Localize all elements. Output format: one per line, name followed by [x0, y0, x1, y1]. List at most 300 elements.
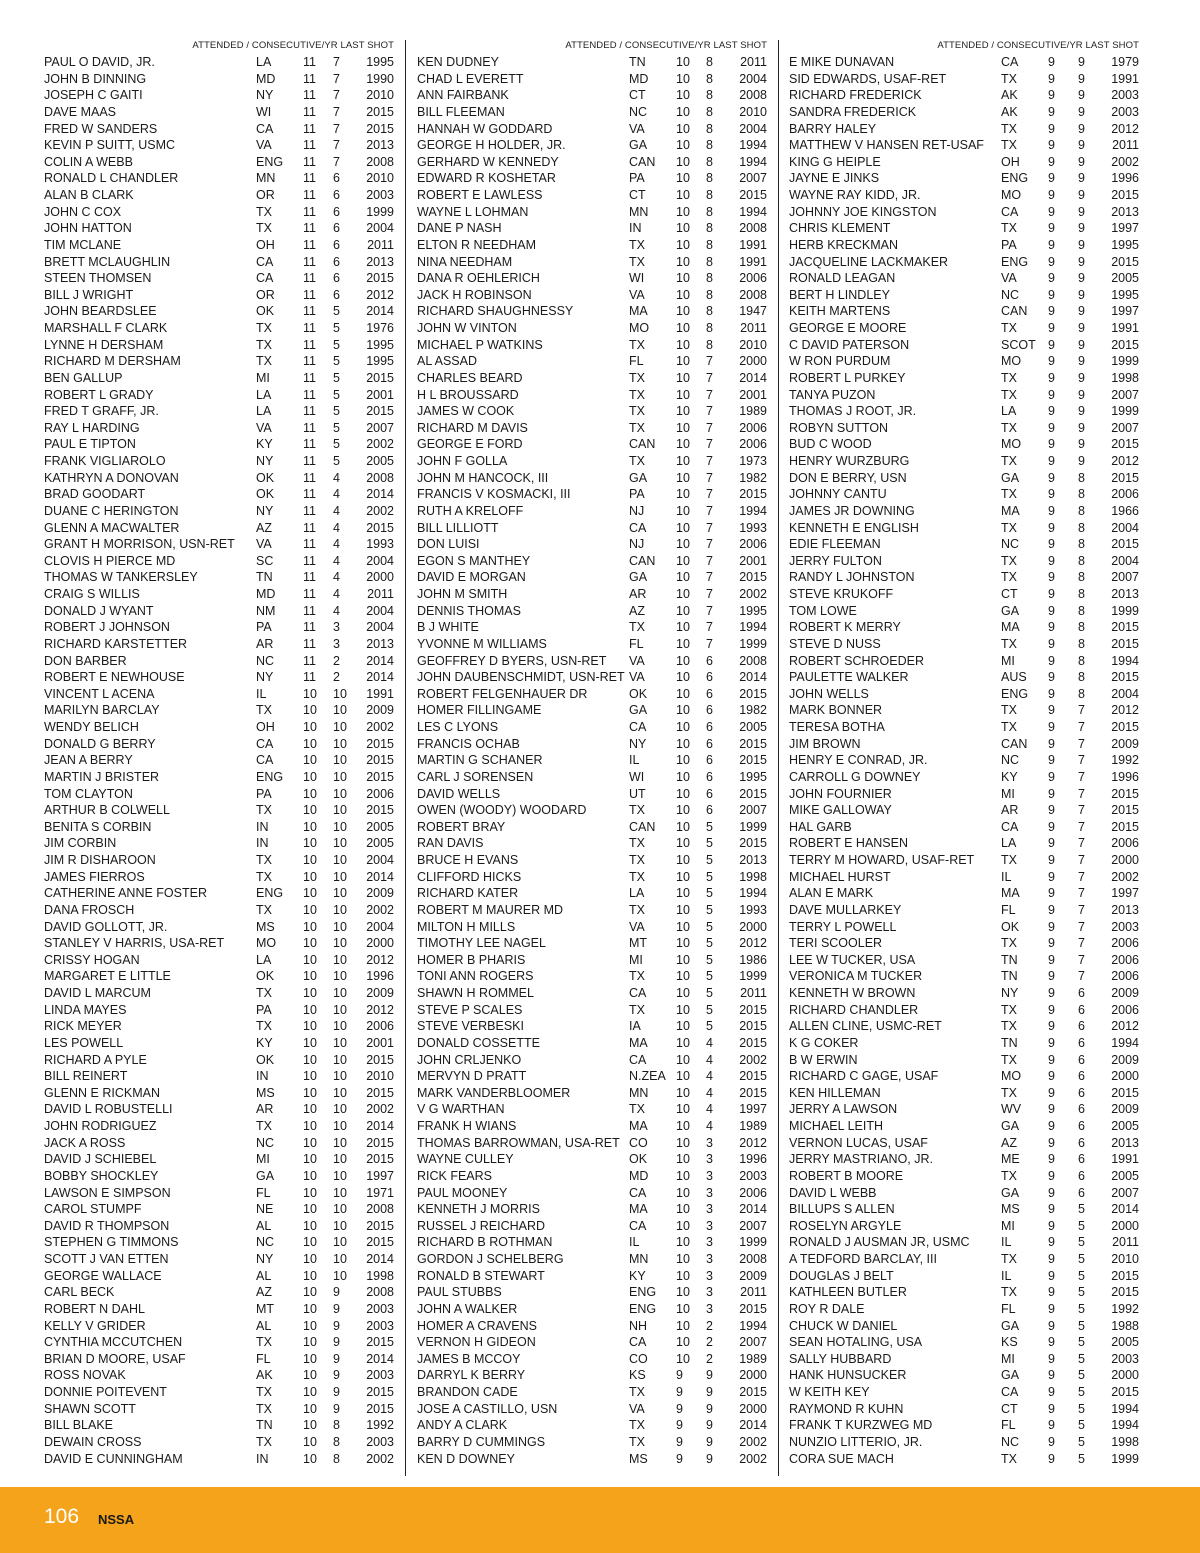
state-code: CA [1001, 1385, 1019, 1399]
shooter-name: E MIKE DUNAVAN [789, 55, 895, 69]
consecutive-count: 5 [1078, 1368, 1085, 1383]
table-row [789, 287, 1139, 304]
table-row [417, 1251, 767, 1268]
table-row [44, 1451, 394, 1468]
shooter-name: LAWSON E SIMPSON [44, 1185, 171, 1200]
consecutive-count: 7 [1078, 919, 1085, 934]
shooter-name: JIM CORBIN [44, 836, 117, 851]
table-row [44, 852, 394, 869]
state-code: WV [1001, 1102, 1022, 1117]
shooter-name: JACK A ROSS [44, 1135, 126, 1150]
shooter-name: MATTHEW V HANSEN RET-USAF [789, 138, 984, 153]
last-shot-year: 2005 [366, 819, 394, 834]
state-code: PA [1001, 237, 1017, 252]
attended-count: 9 [1048, 1168, 1055, 1183]
table-row [417, 636, 767, 653]
shooter-name: MARGARET E LITTLE [44, 969, 171, 984]
consecutive-count: 7 [1078, 836, 1085, 851]
consecutive-count: 8 [706, 237, 713, 252]
table-row [44, 154, 394, 171]
consecutive-count: 6 [1078, 1035, 1085, 1050]
table-row [789, 1052, 1139, 1069]
attended-count: 10 [303, 1301, 317, 1316]
consecutive-count: 7 [706, 520, 713, 535]
last-shot-year: 1994 [739, 1318, 767, 1333]
state-code: GA [1001, 1318, 1020, 1333]
state-code: TX [1001, 1168, 1017, 1183]
attended-count: 9 [676, 1451, 683, 1466]
attended-count: 10 [303, 1385, 317, 1399]
last-shot-year: 2015 [1111, 254, 1139, 269]
table-row [789, 968, 1139, 985]
shooter-name: DONNIE POITEVENT [44, 1385, 167, 1399]
state-code: ENG [629, 1285, 657, 1300]
table-row [417, 1284, 767, 1301]
state-code: PA [256, 786, 272, 801]
shooter-name: DANA R OEHLERICH [417, 271, 540, 286]
last-shot-year: 2007 [1111, 570, 1139, 585]
attended-count: 9 [1048, 670, 1055, 685]
state-code: TX [1001, 703, 1017, 718]
table-row [44, 553, 394, 570]
attended-count: 10 [676, 686, 690, 701]
attended-count: 9 [1048, 138, 1055, 153]
last-shot-year: 1971 [366, 1185, 394, 1200]
attended-count: 9 [1048, 1335, 1055, 1350]
consecutive-count: 10 [333, 1102, 347, 1117]
last-shot-year: 2007 [739, 1335, 767, 1350]
consecutive-count: 7 [333, 138, 340, 153]
consecutive-count: 9 [1078, 370, 1085, 385]
attended-count: 10 [303, 803, 317, 818]
shooter-name: RICHARD FREDERICK [789, 88, 922, 103]
last-shot-year: 2015 [739, 786, 767, 801]
attended-count: 10 [676, 188, 690, 202]
table-row [789, 553, 1139, 570]
table-row [789, 636, 1139, 653]
last-shot-year: 2009 [366, 703, 394, 718]
attended-count: 10 [676, 1335, 690, 1350]
table-row [789, 503, 1139, 520]
consecutive-count: 9 [706, 1434, 713, 1449]
table-row [417, 1351, 767, 1368]
shooter-name: KENNETH W BROWN [789, 986, 916, 1000]
consecutive-count: 4 [706, 1052, 713, 1067]
attended-count: 10 [676, 753, 690, 768]
last-shot-year: 2015 [366, 520, 394, 535]
shooter-name: ROBERT L GRADY [44, 387, 154, 402]
state-code: TX [1001, 1451, 1017, 1466]
consecutive-count: 9 [706, 1368, 713, 1383]
consecutive-count: 6 [333, 254, 340, 269]
attended-count: 9 [1048, 969, 1055, 984]
last-shot-year: 2003 [366, 1301, 394, 1316]
consecutive-count: 9 [1078, 437, 1085, 452]
state-code: LA [1001, 404, 1017, 419]
consecutive-count: 6 [333, 171, 340, 186]
shooter-name: YVONNE M WILLIAMS [417, 636, 547, 651]
last-shot-year: 2013 [739, 853, 767, 867]
consecutive-count: 6 [333, 221, 340, 236]
table-row [417, 1384, 767, 1401]
shooter-name: JOHNNY JOE KINGSTON [789, 204, 937, 219]
consecutive-count: 6 [1078, 1052, 1085, 1067]
shooter-name: H L BROUSSARD [417, 387, 519, 402]
attended-count: 9 [1048, 204, 1055, 219]
table-row [417, 686, 767, 703]
shooter-name: ROBERT B MOORE [789, 1168, 904, 1183]
table-row [789, 54, 1139, 71]
state-code: OK [1001, 919, 1020, 934]
state-code: AL [256, 1268, 272, 1283]
attended-count: 11 [303, 370, 316, 385]
table-row [789, 1318, 1139, 1335]
consecutive-count: 10 [333, 1019, 347, 1034]
last-shot-year: 1982 [739, 470, 767, 485]
attended-count: 9 [1048, 819, 1055, 834]
shooter-name: BARRY D CUMMINGS [417, 1434, 546, 1449]
state-code: FL [256, 1351, 271, 1366]
consecutive-count: 7 [1078, 869, 1085, 884]
last-shot-year: 1999 [1111, 404, 1139, 419]
table-row [417, 1068, 767, 1085]
state-code: TX [629, 370, 645, 385]
attended-count: 9 [1048, 919, 1055, 934]
state-code: FL [1001, 1301, 1016, 1316]
shooter-name: JACQUELINE LACKMAKER [789, 254, 949, 269]
state-code: TX [256, 221, 272, 236]
last-shot-year: 1995 [1111, 287, 1139, 302]
last-shot-year: 1994 [1111, 1401, 1139, 1416]
attended-count: 10 [303, 1202, 317, 1217]
state-code: OH [256, 237, 275, 252]
consecutive-count: 6 [333, 204, 340, 219]
consecutive-count: 10 [333, 1135, 347, 1150]
last-shot-year: 2015 [1111, 803, 1139, 818]
table-row [789, 1118, 1139, 1135]
state-code: NC [1001, 287, 1020, 302]
table-row [789, 403, 1139, 420]
shooter-name: FRANK H WIANS [417, 1119, 517, 1133]
table-row [44, 1351, 394, 1368]
table-row [789, 835, 1139, 852]
attended-count: 10 [676, 470, 690, 485]
shooter-name: HAL GARB [789, 819, 852, 834]
last-shot-year: 2015 [1111, 720, 1139, 734]
attended-count: 9 [1048, 1052, 1055, 1067]
attended-count: 10 [676, 55, 690, 69]
shooter-name: MICHAEL HURST [789, 869, 891, 884]
state-code: CAN [629, 819, 656, 834]
attended-count: 9 [1048, 271, 1055, 286]
attended-count: 11 [303, 204, 316, 219]
table-row [44, 1318, 394, 1335]
attended-count: 10 [676, 587, 690, 601]
consecutive-count: 6 [1078, 1102, 1085, 1117]
attended-count: 11 [303, 188, 316, 202]
last-shot-year: 2002 [739, 1052, 767, 1067]
consecutive-count: 10 [333, 786, 347, 801]
table-row [44, 1384, 394, 1401]
last-shot-year: 2014 [739, 370, 767, 385]
last-shot-year: 2015 [1111, 1385, 1139, 1399]
last-shot-year: 2011 [740, 986, 767, 1000]
state-code: VA [256, 138, 272, 153]
last-shot-year: 1990 [366, 71, 394, 86]
table-row [789, 270, 1139, 287]
shooter-name: COLIN A WEBB [44, 154, 133, 169]
shooter-name: ROSS NOVAK [44, 1368, 126, 1383]
last-shot-year: 1998 [366, 1268, 394, 1283]
table-row [44, 170, 394, 187]
last-shot-year: 1993 [739, 520, 767, 535]
consecutive-count: 7 [706, 620, 713, 635]
state-code: MO [1001, 188, 1022, 202]
attended-count: 10 [676, 1052, 690, 1067]
shooter-name: TIMOTHY LEE NAGEL [417, 936, 546, 951]
state-code: TN [256, 1418, 273, 1433]
shooter-name: GLENN A MACWALTER [44, 520, 180, 535]
attended-count: 9 [1048, 853, 1055, 867]
shooter-name: JOHN A WALKER [417, 1301, 518, 1316]
consecutive-count: 8 [706, 254, 713, 269]
consecutive-count: 10 [333, 836, 347, 851]
table-row [789, 1401, 1139, 1418]
consecutive-count: 6 [1078, 1119, 1085, 1133]
state-code: MA [1001, 620, 1020, 635]
table-row [789, 104, 1139, 121]
shooter-name: DAVID R THOMPSON [44, 1218, 170, 1233]
attended-count: 11 [303, 337, 316, 352]
last-shot-year: 2010 [366, 171, 394, 186]
consecutive-count: 10 [333, 869, 347, 884]
state-code: TX [1001, 121, 1017, 136]
table-row [417, 769, 767, 786]
consecutive-count: 10 [333, 753, 347, 768]
consecutive-count: 5 [706, 886, 713, 901]
last-shot-year: 2004 [366, 221, 394, 236]
consecutive-count: 8 [1078, 686, 1085, 701]
shooter-name: KEN HILLEMAN [789, 1085, 881, 1100]
page-footer [0, 1487, 1200, 1553]
attended-count: 10 [303, 1185, 317, 1200]
last-shot-year: 2012 [1111, 1019, 1139, 1034]
table-row [44, 204, 394, 221]
state-code: N.ZEA [629, 1069, 666, 1084]
shooter-name: RONALD J AUSMAN JR, USMC [789, 1235, 970, 1250]
attended-count: 11 [303, 237, 316, 252]
shooter-name: HOMER FILLINGAME [417, 703, 542, 718]
last-shot-year: 2003 [366, 1434, 394, 1449]
shooter-name: HENRY E CONRAD, JR. [789, 753, 928, 768]
attended-count: 10 [303, 853, 317, 867]
shooter-name: B J WHITE [417, 620, 479, 635]
last-shot-year: 2011 [367, 587, 394, 601]
attended-count: 10 [676, 1185, 690, 1200]
attended-count: 9 [1048, 287, 1055, 302]
shooter-name: DAVE MAAS [44, 104, 117, 119]
consecutive-count: 9 [1078, 304, 1085, 319]
shooter-name: MARK VANDERBLOOMER [417, 1085, 571, 1100]
attended-count: 9 [1048, 986, 1055, 1000]
table-row [417, 187, 767, 204]
table-row [417, 370, 767, 387]
last-shot-year: 2008 [366, 154, 394, 169]
attended-count: 10 [303, 1285, 317, 1300]
last-shot-year: 2002 [366, 1451, 394, 1466]
shooter-name: DAVID E CUNNINGHAM [44, 1451, 183, 1466]
table-row [789, 453, 1139, 470]
attended-count: 11 [303, 88, 316, 103]
table-row [44, 769, 394, 786]
consecutive-count: 7 [1078, 803, 1085, 818]
attended-count: 9 [1048, 487, 1055, 502]
consecutive-count: 9 [333, 1285, 340, 1300]
last-shot-year: 2013 [1111, 902, 1139, 917]
shooter-name: BUD C WOOD [789, 437, 872, 452]
last-shot-year: 2002 [1111, 869, 1139, 884]
state-code: TX [1001, 420, 1017, 435]
last-shot-year: 2015 [1111, 1268, 1139, 1283]
state-code: OH [256, 720, 275, 734]
shooter-name: JAMES B MCCOY [417, 1351, 521, 1366]
shooter-name: STANLEY V HARRIS, USA-RET [44, 936, 225, 951]
consecutive-count: 8 [1078, 537, 1085, 552]
attended-count: 9 [1048, 221, 1055, 236]
table-row [789, 320, 1139, 337]
shooter-name: ROBERT E NEWHOUSE [44, 670, 185, 685]
attended-count: 11 [303, 304, 316, 319]
attended-count: 9 [1048, 1069, 1055, 1084]
attended-count: 11 [303, 470, 316, 485]
attended-count: 10 [303, 1418, 317, 1433]
attended-count: 10 [676, 1019, 690, 1034]
shooter-name: BRIAN D MOORE, USAF [44, 1351, 186, 1366]
table-row [789, 470, 1139, 487]
state-code: ENG [256, 886, 284, 901]
state-code: AR [629, 587, 647, 601]
last-shot-year: 1991 [1111, 71, 1139, 86]
last-shot-year: 2015 [739, 1069, 767, 1084]
state-code: AR [256, 1102, 274, 1117]
table-row [417, 104, 767, 121]
last-shot-year: 1947 [739, 304, 767, 319]
shooter-name: GEORGE E FORD [417, 437, 523, 452]
shooter-name: TANYA PUZON [789, 387, 876, 402]
consecutive-count: 6 [706, 769, 713, 784]
consecutive-count: 8 [1078, 636, 1085, 651]
column-header: ATTENDED / CONSECUTIVE/YR LAST SHOT [937, 40, 1139, 51]
consecutive-count: 8 [706, 221, 713, 236]
consecutive-count: 6 [706, 803, 713, 818]
table-row [44, 1185, 394, 1202]
state-code: TX [1001, 1019, 1017, 1034]
table-row [789, 702, 1139, 719]
consecutive-count: 5 [1078, 1318, 1085, 1333]
last-shot-year: 2003 [366, 1318, 394, 1333]
table-row [417, 702, 767, 719]
table-row [44, 569, 394, 586]
table-row [417, 1168, 767, 1185]
state-code: AZ [256, 520, 272, 535]
last-shot-year: 2015 [1111, 337, 1139, 352]
last-shot-year: 2003 [366, 1368, 394, 1383]
state-code: CA [256, 254, 274, 269]
consecutive-count: 9 [1078, 121, 1085, 136]
consecutive-count: 9 [1078, 204, 1085, 219]
state-code: TX [629, 454, 645, 468]
consecutive-count: 7 [1078, 952, 1085, 967]
state-code: MO [1001, 354, 1022, 369]
column-header: ATTENDED / CONSECUTIVE/YR LAST SHOT [192, 40, 394, 51]
attended-count: 10 [676, 404, 690, 419]
consecutive-count: 7 [1078, 736, 1085, 751]
attended-count: 9 [1048, 703, 1055, 718]
state-code: TX [1001, 1052, 1017, 1067]
state-code: MI [1001, 653, 1015, 668]
consecutive-count: 5 [1078, 1235, 1085, 1250]
table-row [44, 835, 394, 852]
table-row [417, 87, 767, 104]
shooter-name: BRAD GOODART [44, 487, 146, 502]
consecutive-count: 9 [1078, 237, 1085, 252]
shooter-name: JOHNNY CANTU [789, 487, 887, 502]
attended-count: 10 [303, 703, 317, 718]
state-code: CAN [1001, 736, 1028, 751]
table-row [44, 653, 394, 670]
last-shot-year: 2010 [739, 104, 767, 119]
state-code: KS [1001, 1335, 1018, 1350]
consecutive-count: 10 [333, 1069, 347, 1084]
state-code: KY [256, 1035, 273, 1050]
attended-count: 10 [676, 570, 690, 585]
consecutive-count: 5 [706, 969, 713, 984]
table-row [789, 786, 1139, 803]
last-shot-year: 1991 [366, 686, 394, 701]
shooter-name: ALLEN CLINE, USMC-RET [789, 1019, 942, 1034]
last-shot-year: 2013 [366, 254, 394, 269]
table-row [417, 1318, 767, 1335]
consecutive-count: 9 [1078, 55, 1085, 69]
shooter-name: BRANDON CADE [417, 1385, 518, 1399]
table-row [417, 1401, 767, 1418]
attended-count: 10 [303, 1235, 317, 1250]
state-code: KY [629, 1268, 646, 1283]
state-code: NJ [629, 537, 645, 552]
state-code: CA [629, 1218, 647, 1233]
shooter-name: JOHN DAUBENSCHMIDT, USN-RET [417, 670, 625, 685]
table-row [417, 470, 767, 487]
last-shot-year: 1999 [739, 636, 767, 651]
state-code: TX [1001, 636, 1017, 651]
state-code: CA [256, 753, 274, 768]
state-code: NC [1001, 753, 1020, 768]
state-code: TX [629, 869, 645, 884]
attended-count: 10 [676, 487, 690, 502]
last-shot-year: 2011 [740, 321, 767, 335]
last-shot-year: 2002 [366, 1102, 394, 1117]
state-code: CAN [629, 154, 656, 169]
table-row [417, 752, 767, 769]
attended-count: 10 [676, 171, 690, 186]
shooter-name: JAYNE E JINKS [789, 171, 880, 186]
attended-count: 9 [1048, 1451, 1055, 1466]
table-row [417, 569, 767, 586]
state-code: SC [256, 553, 274, 568]
table-row [789, 1384, 1139, 1401]
consecutive-count: 7 [1078, 753, 1085, 768]
attended-count: 10 [676, 720, 690, 734]
